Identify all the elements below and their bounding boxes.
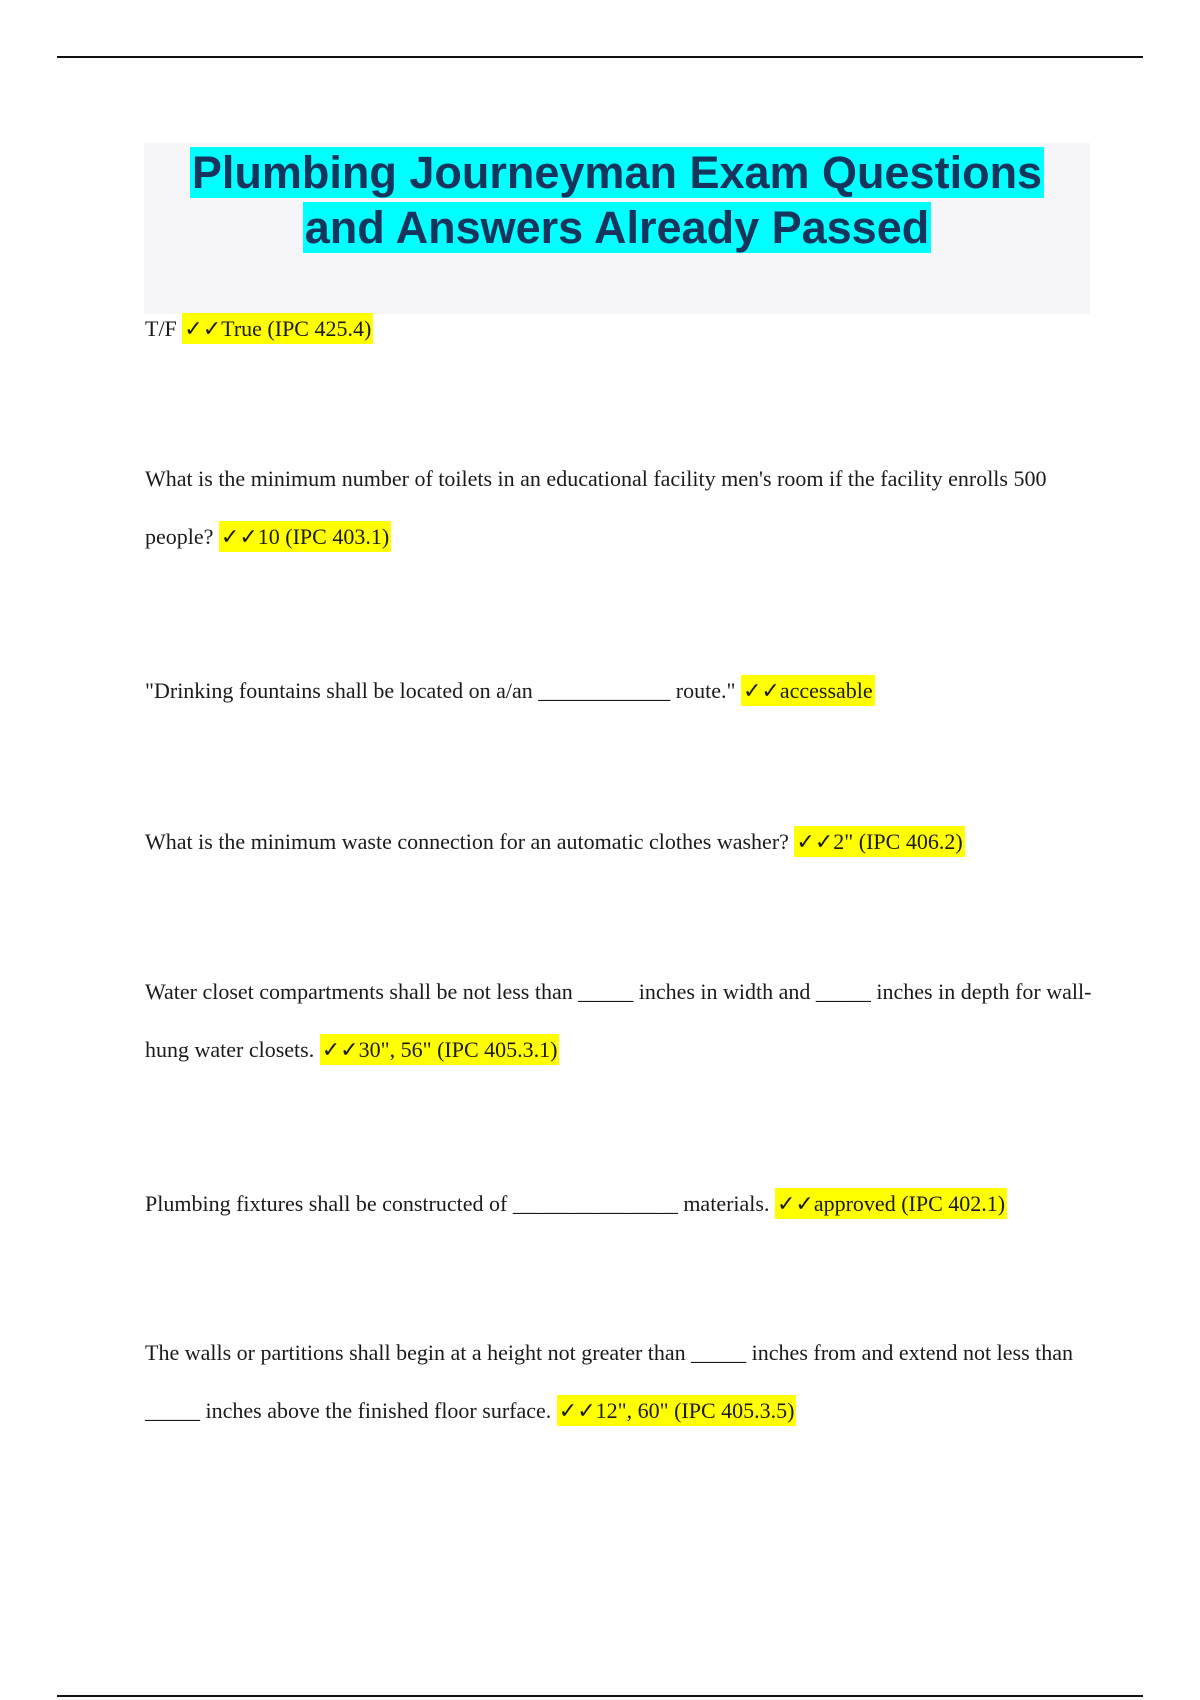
qa-item-3 xyxy=(145,662,1105,720)
answer-text: ✓✓True (IPC 425.4) xyxy=(182,313,373,344)
question-text: The walls or partitions shall begin at a height not greater than _____ inches from and extend not less than _____ inches above the finished floor surface. xyxy=(145,1340,1074,1423)
title-block xyxy=(144,143,1090,314)
question-text: T/F xyxy=(145,316,183,341)
answer-text: ✓✓approved (IPC 402.1) xyxy=(775,1188,1007,1219)
qa-item-1 xyxy=(145,300,1105,358)
qa-item-6 xyxy=(145,1175,1105,1233)
question-text: Plumbing fixtures shall be constructed of _______________ materials. xyxy=(145,1191,775,1216)
question-text: "Drinking fountains shall be located on a/an ____________ route." xyxy=(145,678,741,703)
title-line-1: Plumbing Journeyman Exam Questions xyxy=(191,147,1043,198)
qa-item-5 xyxy=(145,963,1105,1079)
question-text: Water closet compartments shall be not less than _____ inches in width and _____ inches in depth for wall-hung water closets. xyxy=(145,979,1092,1062)
top-rule xyxy=(57,56,1143,58)
answer-text: ✓✓12", 60" (IPC 405.3.5) xyxy=(557,1395,797,1426)
title-line-2: and Answers Already Passed xyxy=(304,202,930,253)
bottom-rule xyxy=(57,1695,1143,1697)
answer-text: ✓✓10 (IPC 403.1) xyxy=(219,521,391,552)
answer-text: ✓✓accessable xyxy=(741,675,875,706)
qa-item-7 xyxy=(145,1324,1105,1440)
answer-text: ✓✓30", 56" (IPC 405.3.1) xyxy=(320,1034,560,1065)
document-title xyxy=(144,143,1090,255)
question-text: What is the minimum waste connection for an automatic clothes washer? xyxy=(145,829,795,854)
qa-item-2 xyxy=(145,450,1105,566)
answer-text: ✓✓2" (IPC 406.2) xyxy=(794,826,964,857)
qa-item-4 xyxy=(145,813,1105,871)
question-text: What is the minimum number of toilets in an educational facility men's room if the facility enrolls 500 people? xyxy=(145,466,1047,549)
